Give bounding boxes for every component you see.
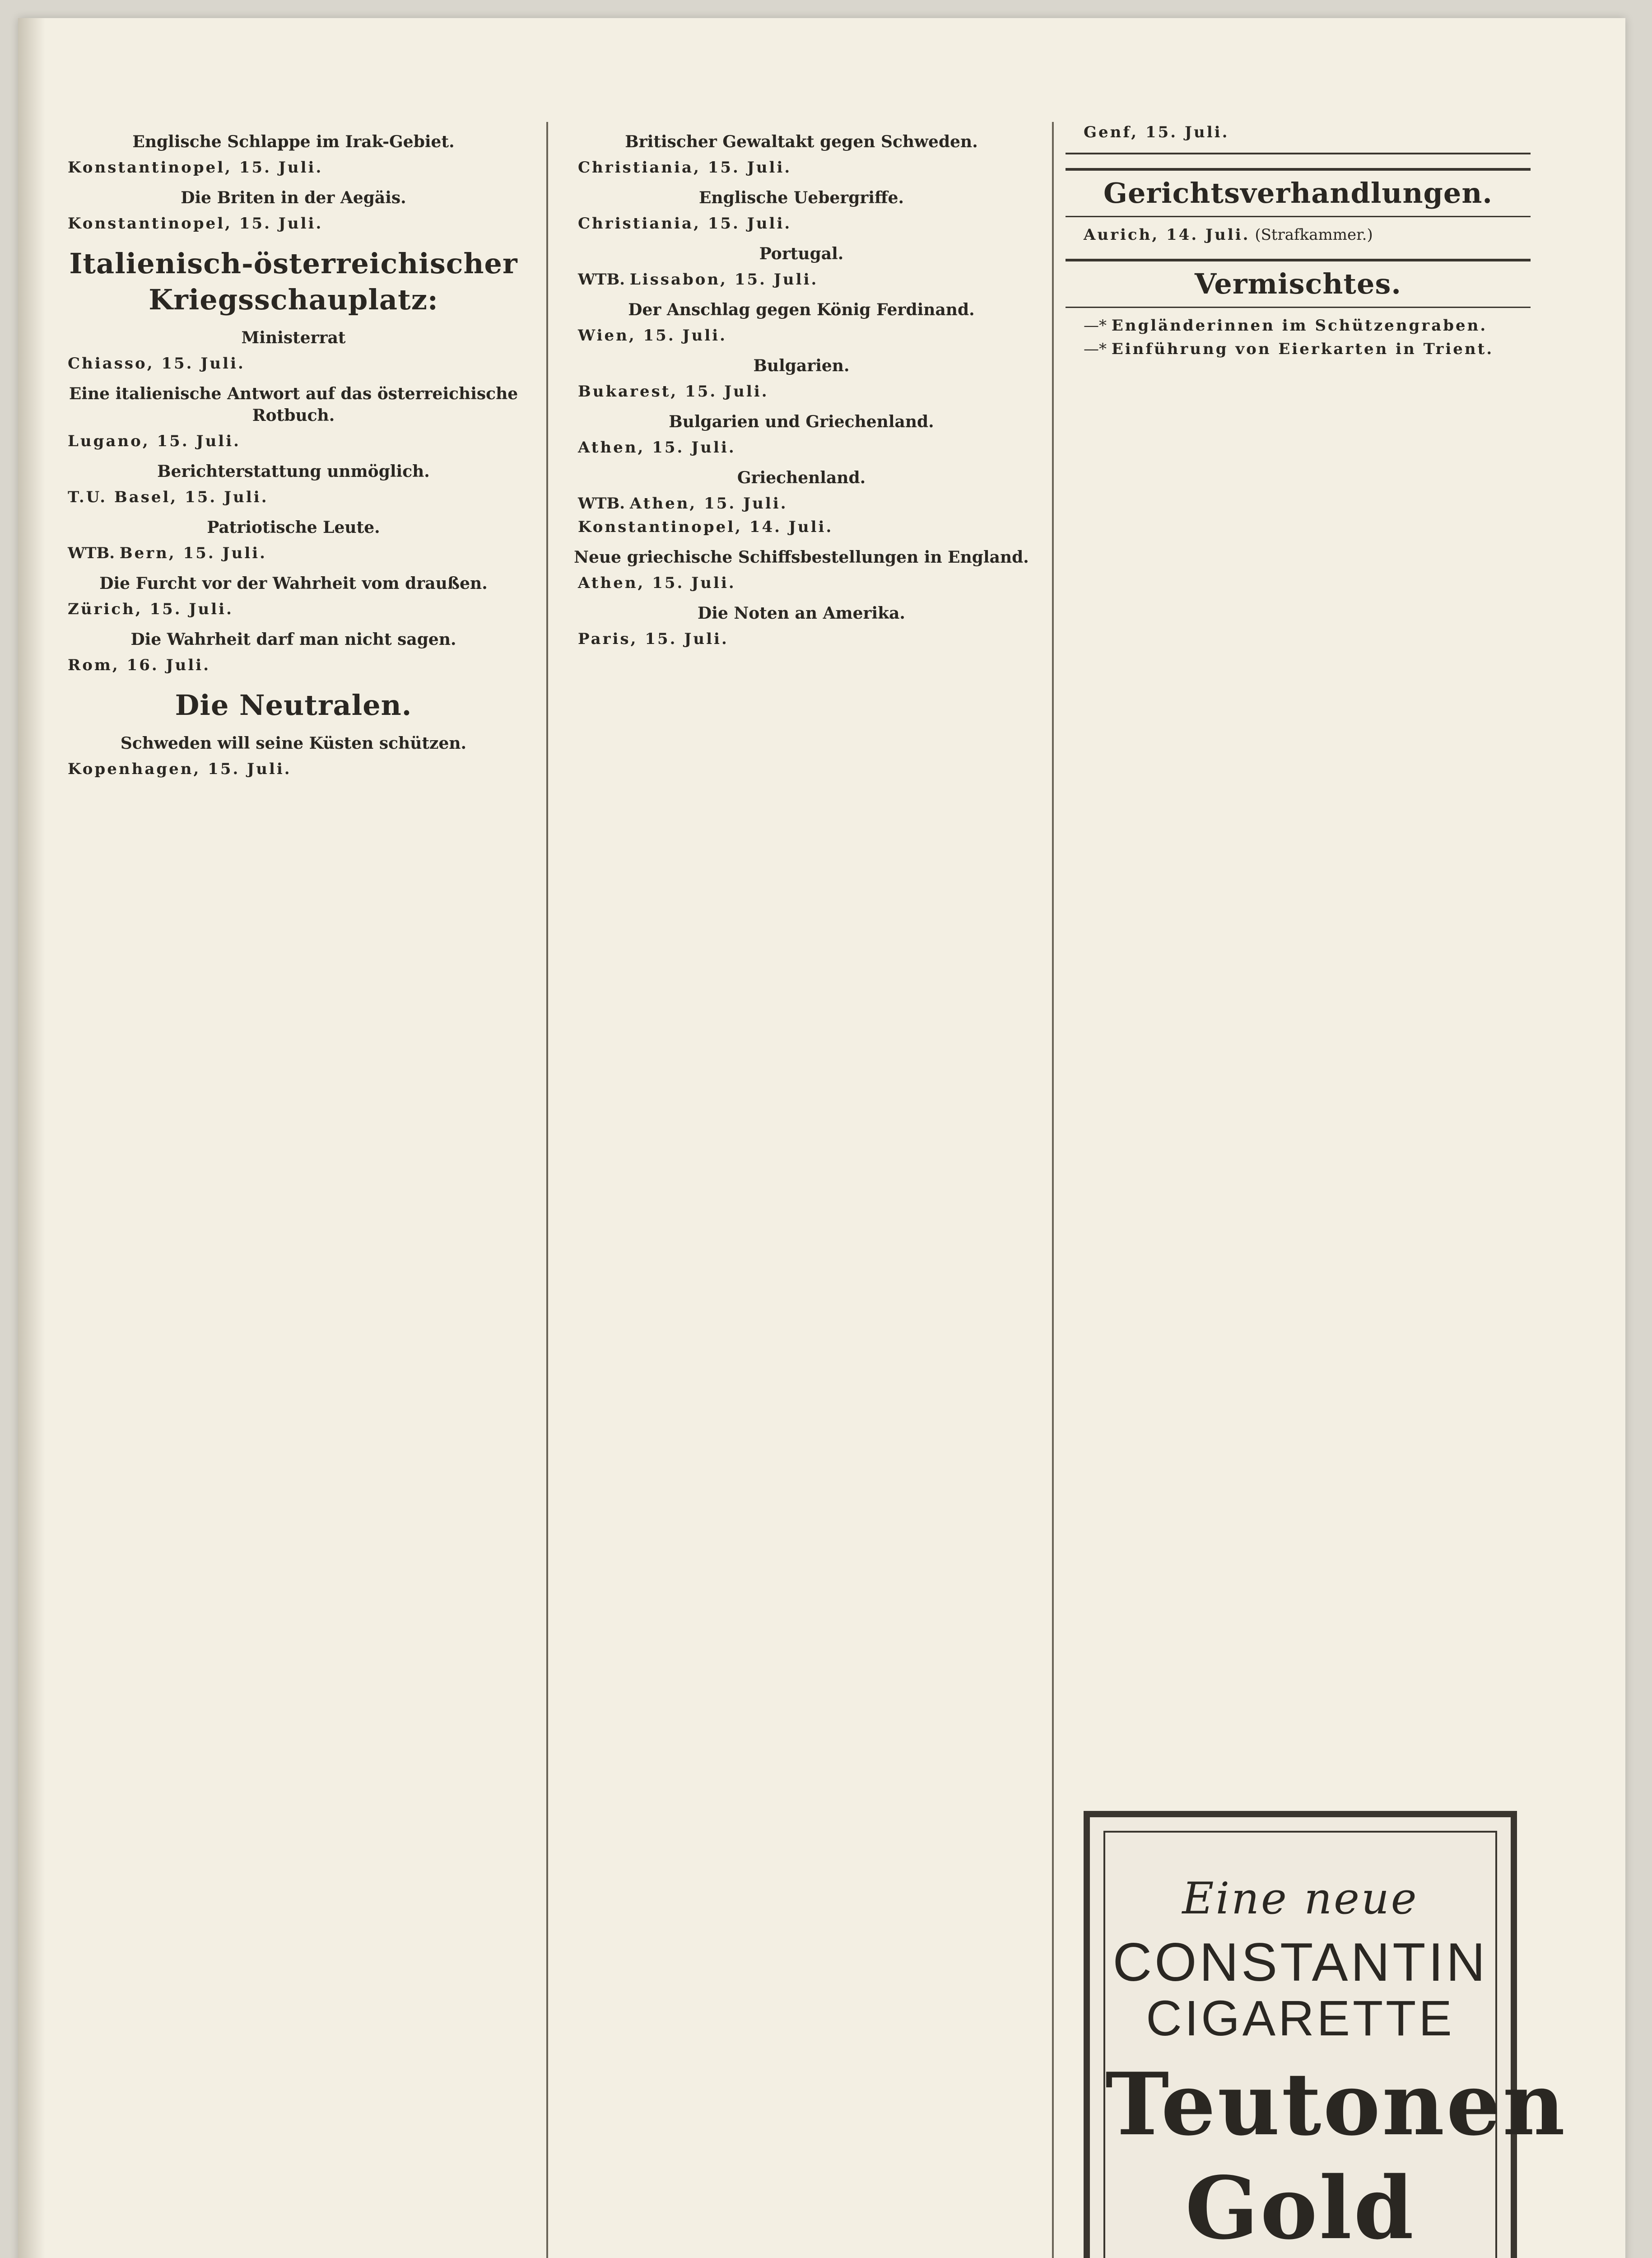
dateline: Wien, 15. Juli. <box>578 327 727 345</box>
newspaper-page <box>18 18 1625 2258</box>
dateline: Einführung von Eierkarten in Trient. <box>1111 340 1494 358</box>
article-text <box>560 213 1043 234</box>
dateline: T.U. Basel, 15. Juli. <box>68 488 269 506</box>
dateline: Lissabon, 15. Juli. <box>629 271 819 289</box>
article-text <box>560 629 1043 649</box>
article-headline: Neue griechische Schiffsbestellungen in England. <box>574 548 1029 567</box>
article-headline: Englische Uebergriffe. <box>698 188 904 207</box>
section-heading: Gerichtsverhandlungen. <box>1066 168 1531 217</box>
article-headline: Die Furcht vor der Wahrheit vom draußen. <box>99 574 488 593</box>
column-3 <box>1066 122 1531 362</box>
dateline: Christiania, 15. Juli. <box>578 215 792 233</box>
column-2 <box>560 122 1043 652</box>
dateline: Christiania, 15. Juli. <box>578 159 792 177</box>
article-headline: Der Anschlag gegen König Ferdinand. <box>628 300 975 319</box>
article-headline: Griechenland. <box>737 468 866 487</box>
section-heading: Vermischtes. <box>1066 259 1531 308</box>
article-headline: Ministerrat <box>241 328 346 347</box>
column-1 <box>50 122 537 782</box>
ad-frame <box>1103 1831 1567 2258</box>
article-headline: Die Noten an Amerika. <box>698 604 905 623</box>
news-agency: WTB. <box>68 544 115 562</box>
dateline: Bukarest, 15. Juli. <box>578 383 769 401</box>
article-text <box>50 487 537 508</box>
dateline: Paris, 15. Juli. <box>578 630 729 648</box>
news-agency: WTB. <box>578 495 625 513</box>
article-text <box>560 325 1043 346</box>
ad-brand-line-2: Gold <box>1185 2158 1416 2258</box>
dateline: Athen, 15. Juli. <box>629 495 788 513</box>
section-heading: Die Neutralen. <box>175 689 412 722</box>
article-text <box>50 543 537 564</box>
ad-maker: CONSTANTIN <box>1112 1932 1488 1992</box>
article-text: —* Engländerinnen im Schützengraben. <box>1084 317 1488 335</box>
article-text <box>50 431 537 452</box>
article-text <box>50 353 537 374</box>
dateline: Kopenhagen, 15. Juli. <box>68 760 292 778</box>
column-rule <box>1052 122 1054 2258</box>
article-text: —* Einführung von Eierkarten in Trient. <box>1084 340 1494 358</box>
dateline: Konstantinopel, 15. Juli. <box>68 159 323 177</box>
article-text <box>560 573 1043 593</box>
dateline: Genf, 15. Juli. <box>1084 123 1229 141</box>
news-agency: WTB. <box>578 271 625 289</box>
article-text <box>50 655 537 676</box>
dateline: Rom, 16. Juli. <box>68 656 211 674</box>
dateline: Engländerinnen im Schützengraben. <box>1111 317 1488 335</box>
article-headline: Berichterstattung unmöglich. <box>157 462 430 481</box>
article-text <box>560 437 1043 458</box>
section-heading: Italienisch-österreichischer Kriegsschauplatz: <box>69 247 518 316</box>
dateline: Athen, 15. Juli. <box>578 439 736 457</box>
cigarette-advertisement <box>1084 1811 1567 2258</box>
article-headline: Bulgarien und Griechenland. <box>669 412 934 431</box>
article-headline: Englische Schlappe im Irak-Gebiet. <box>132 132 455 151</box>
dateline: Konstantinopel, 15. Juli. <box>68 215 323 233</box>
dateline: Zürich, 15. Juli. <box>68 600 233 618</box>
article-text <box>50 759 537 779</box>
article-text <box>560 157 1043 178</box>
article-headline: Die Briten in der Aegäis. <box>181 188 406 207</box>
court-label: (Strafkammer.) <box>1255 226 1373 244</box>
article-headline: Eine italienische Antwort auf das österreichische Rotbuch. <box>69 384 518 425</box>
article-headline: Britischer Gewaltakt gegen Schweden. <box>625 132 978 151</box>
article-headline: Die Wahrheit darf man nicht sagen. <box>130 630 456 649</box>
dateline: Aurich, 14. Juli. <box>1084 226 1250 244</box>
article-text <box>560 517 1043 537</box>
ad-tagline: Eine neue <box>1182 1873 1419 1924</box>
article-headline: Schweden will seine Küsten schützen. <box>120 734 467 753</box>
article-text <box>560 269 1043 290</box>
article-text <box>50 157 537 178</box>
article-text <box>560 493 1043 514</box>
section-rule <box>1066 153 1531 154</box>
ad-brand-line-1: Teutonen <box>1105 2054 1567 2155</box>
ad-product: CIGARETTE <box>1146 1991 1455 2046</box>
article-headline: Portugal. <box>759 244 844 263</box>
dateline: Bern, 15. Juli. <box>119 544 267 562</box>
dateline: Chiasso, 15. Juli. <box>68 355 245 373</box>
article-text <box>50 213 537 234</box>
article-text <box>50 599 537 620</box>
dateline: Athen, 15. Juli. <box>578 574 736 592</box>
article-text <box>1066 122 1531 143</box>
article-text <box>1066 224 1531 245</box>
article-text <box>560 381 1043 402</box>
page-gutter <box>18 18 45 2258</box>
article-headline: Bulgarien. <box>753 356 850 375</box>
dateline: Konstantinopel, 14. Juli. <box>578 518 833 536</box>
article-headline: Patriotische Leute. <box>207 518 380 537</box>
column-rule <box>546 122 548 2258</box>
dateline: Lugano, 15. Juli. <box>68 432 241 450</box>
